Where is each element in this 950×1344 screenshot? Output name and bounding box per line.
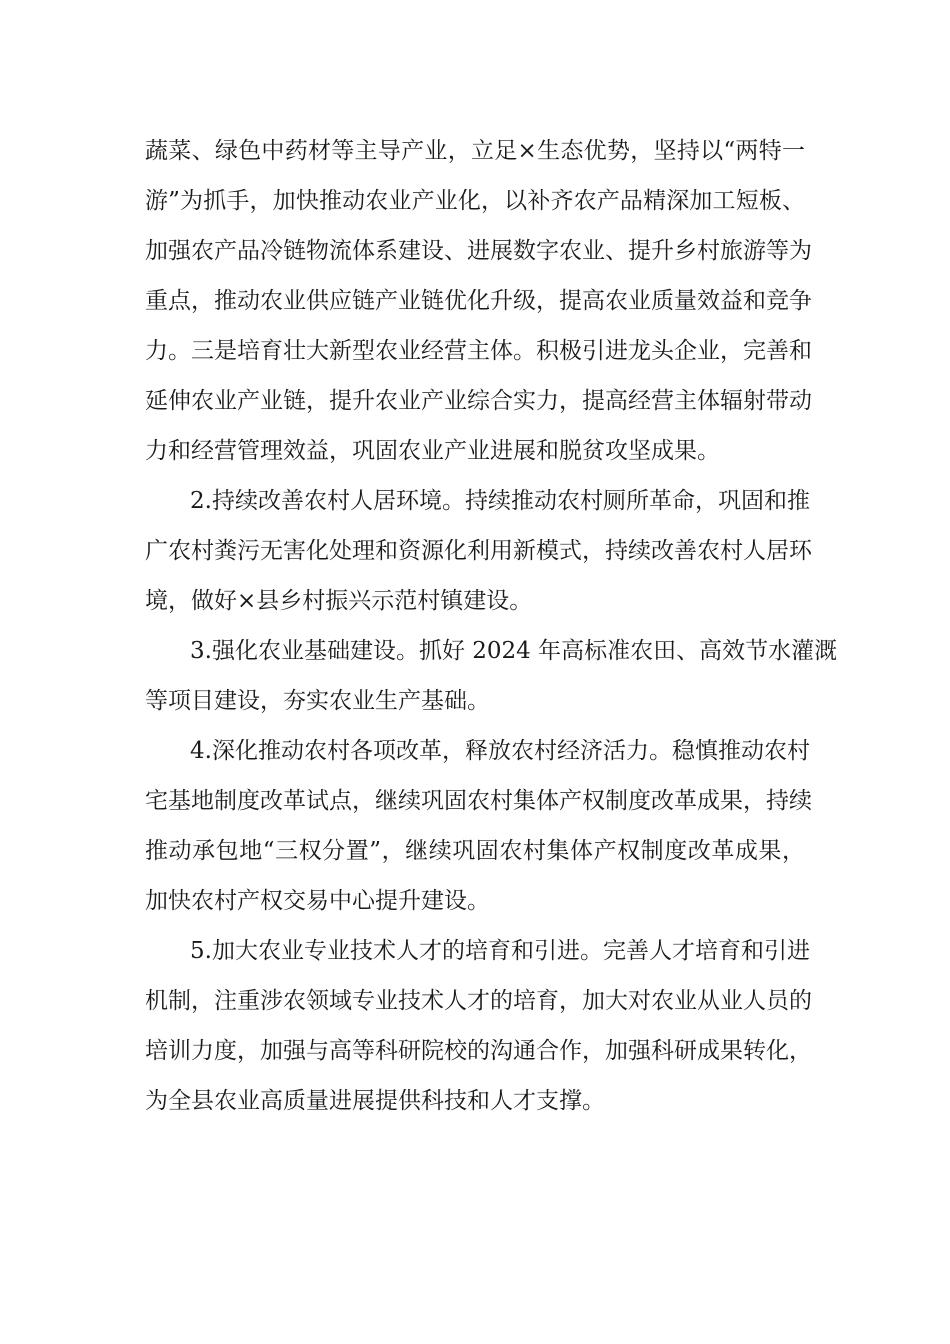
text-line: 机制，注重涉农领域专业技术人才的培育，加大对农业从业人员的	[145, 988, 812, 1014]
text-line: 游”为抓手，加快推动农业产业化，以补齐农产品精深加工短板、	[145, 188, 805, 214]
text-line: 加强农产品冷链物流体系建设、进展数字农业、提升乡村旅游等为	[145, 238, 812, 264]
text-line: 3.强化农业基础建设。抓好 2024 年高标准农田、高效节水灌溉	[190, 638, 838, 664]
text-line: 宅基地制度改革试点，继续巩固农村集体产权制度改革成果，持续	[145, 788, 812, 814]
text-line: 蔬菜、绿色中药材等主导产业，立足×生态优势，坚持以“两特一	[145, 138, 805, 164]
text-line: 培训力度，加强与高等科研院校的沟通合作，加强科研成果转化，	[145, 1038, 812, 1064]
text-line: 境，做好×县乡村振兴示范村镇建设。	[145, 588, 533, 614]
text-line: 重点，推动农业供应链产业链优化升级，提高农业质量效益和竞争	[145, 288, 812, 314]
text-line: 为全县农业高质量进展提供科技和人才支撑。	[145, 1088, 605, 1114]
text-line: 等项目建设，夯实农业生产基础。	[145, 688, 490, 714]
text-line: 5.加大农业专业技术人才的培育和引进。完善人才培育和引进	[190, 938, 810, 964]
text-line: 2.持续改善农村人居环境。持续推动农村厕所革命，巩固和推	[190, 488, 810, 514]
text-line: 延伸农业产业链，提升农业产业综合实力，提高经营主体辐射带动	[145, 388, 812, 414]
text-line: 力和经营管理效益，巩固农业产业进展和脱贫攻坚成果。	[145, 438, 720, 464]
text-line: 推动承包地“三权分置”，继续巩固农村集体产权制度改革成果，	[145, 838, 805, 864]
text-line: 广农村粪污无害化处理和资源化利用新模式，持续改善农村人居环	[145, 538, 812, 564]
text-line: 力。三是培育壮大新型农业经营主体。积极引进龙头企业，完善和	[145, 338, 812, 364]
text-line: 加快农村产权交易中心提升建设。	[145, 888, 490, 914]
text-line: 4.深化推动农村各项改革，释放农村经济活力。稳慎推动农村	[190, 738, 810, 764]
